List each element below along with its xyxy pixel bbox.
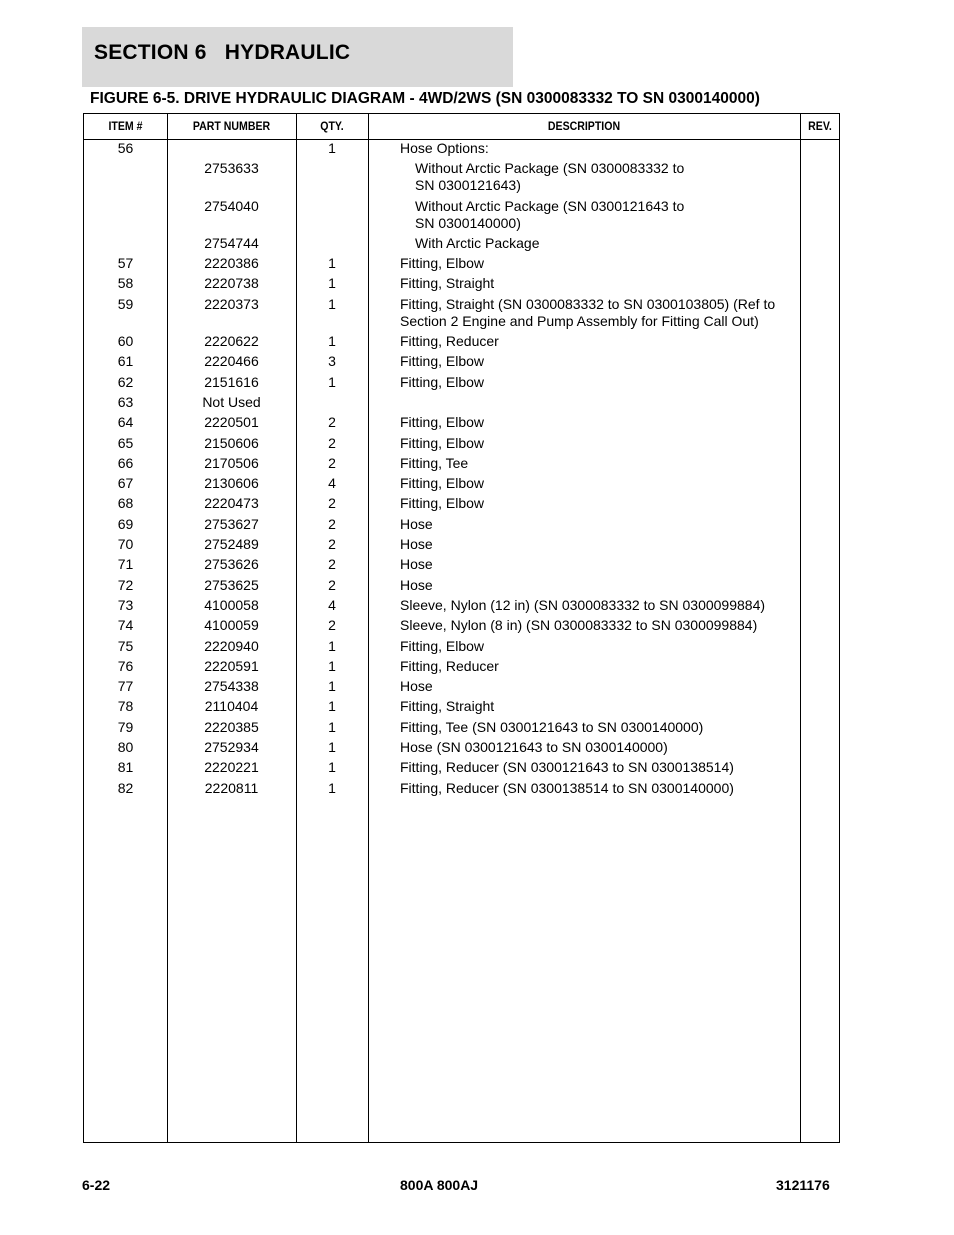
item-number: 74	[117, 617, 134, 634]
quantity: 2	[328, 434, 336, 451]
part-number: 2754744	[204, 234, 259, 251]
description: Fitting, Straight (SN 0300083332 to SN 0300103805) (Ref to Section 2 Engine and Pump Assembly for Fitting Call Out)	[400, 295, 776, 329]
part-number: 4100058	[204, 596, 259, 613]
item-number: 71	[117, 556, 134, 573]
table-row	[84, 435, 839, 455]
quantity: 1	[328, 739, 336, 756]
description: Sleeve, Nylon (12 in) (SN 0300083332 to SN 0300099884)	[400, 596, 766, 613]
quantity: 2	[328, 556, 336, 573]
table-row	[84, 678, 839, 698]
table-row	[84, 577, 839, 597]
quantity: 1	[328, 295, 336, 312]
description: Fitting, Reducer	[400, 657, 499, 674]
quantity: 2	[328, 515, 336, 532]
part-number: 2753633	[204, 160, 259, 177]
table-row	[84, 719, 839, 739]
description: Fitting, Reducer (SN 0300138514 to SN 0300140000)	[400, 779, 734, 796]
description: Fitting, Elbow	[400, 373, 485, 390]
item-number: 60	[117, 333, 134, 350]
part-number: 2110404	[204, 698, 259, 715]
quantity: 2	[328, 576, 336, 593]
parts-table	[83, 113, 840, 1143]
table-row	[84, 638, 839, 658]
item-number: 78	[117, 698, 134, 715]
part-number: 2220940	[204, 637, 259, 654]
description: Hose	[400, 678, 433, 695]
part-number: 2752934	[204, 739, 259, 756]
item-number: 82	[117, 779, 134, 796]
item-number: 72	[117, 576, 134, 593]
quantity: 2	[328, 414, 336, 431]
description: Fitting, Tee	[400, 454, 469, 471]
item-number: 66	[117, 454, 134, 471]
description: Fitting, Elbow	[400, 637, 485, 654]
item-number: 63	[117, 393, 134, 410]
description: Fitting, Reducer	[400, 333, 499, 350]
quantity: 1	[328, 657, 336, 674]
table-row	[84, 394, 839, 414]
quantity: 1	[328, 718, 336, 735]
table-row	[84, 739, 839, 759]
header-rev: REV.	[808, 119, 832, 133]
description: With Arctic Package	[415, 234, 540, 251]
table-body	[84, 140, 839, 800]
table-row	[84, 455, 839, 475]
description: Without Arctic Package (SN 0300121643 to SN 0300140000)	[415, 197, 685, 231]
description: Fitting, Elbow	[400, 475, 485, 492]
description: Hose	[400, 515, 433, 532]
part-number: 2220501	[204, 414, 259, 431]
description: Fitting, Elbow	[400, 434, 485, 451]
item-number: 80	[117, 739, 134, 756]
part-number: 2753625	[204, 576, 259, 593]
quantity: 1	[328, 333, 336, 350]
description: Fitting, Elbow	[400, 414, 485, 431]
section-title: SECTION 6 HYDRAULIC	[94, 41, 351, 64]
table-row	[84, 414, 839, 434]
part-number: 2752489	[204, 536, 259, 553]
description: Fitting, Elbow	[400, 255, 485, 272]
table-row	[84, 235, 839, 255]
table-row	[84, 475, 839, 495]
quantity: 1	[328, 678, 336, 695]
table-row	[84, 495, 839, 515]
item-number: 64	[117, 414, 134, 431]
description: Hose (SN 0300121643 to SN 0300140000)	[400, 739, 668, 756]
part-number: 2754338	[204, 678, 259, 695]
table-row	[84, 759, 839, 779]
table-row	[84, 516, 839, 536]
part-number: 2150606	[204, 434, 259, 451]
part-number: 2220466	[204, 353, 259, 370]
quantity: 1	[328, 779, 336, 796]
item-number: 68	[117, 495, 134, 512]
item-number: 81	[117, 759, 134, 776]
description: Fitting, Reducer (SN 0300121643 to SN 0300138514)	[400, 759, 734, 776]
part-number: 2220386	[204, 255, 259, 272]
quantity: 2	[328, 495, 336, 512]
item-number: 56	[117, 140, 134, 156]
header-qty: QTY.	[320, 119, 344, 133]
table-row	[84, 536, 839, 556]
description: Fitting, Elbow	[400, 495, 485, 512]
part-number: 2220591	[204, 657, 259, 674]
table-row	[84, 198, 839, 235]
part-number: Not Used	[202, 393, 261, 410]
header-item: ITEM #	[108, 119, 143, 133]
description: Hose	[400, 576, 433, 593]
quantity: 2	[328, 454, 336, 471]
part-number: 2753626	[204, 556, 259, 573]
item-number: 58	[117, 275, 134, 292]
figure-title: FIGURE 6-5. DRIVE HYDRAULIC DIAGRAM - 4WD/2WS (SN 0300083332 TO SN 0300140000)	[90, 90, 760, 107]
description: Fitting, Tee (SN 0300121643 to SN 0300140000)	[400, 718, 704, 735]
table-row	[84, 617, 839, 637]
description: Without Arctic Package (SN 0300083332 to SN 0300121643)	[415, 160, 685, 194]
item-number: 77	[117, 678, 134, 695]
part-number: 2220622	[204, 333, 259, 350]
item-number: 76	[117, 657, 134, 674]
quantity: 4	[328, 596, 336, 613]
table-row	[84, 374, 839, 394]
table-row	[84, 698, 839, 718]
description: Fitting, Straight	[400, 698, 495, 715]
table-row	[84, 275, 839, 295]
description: Fitting, Straight	[400, 275, 495, 292]
quantity: 1	[328, 275, 336, 292]
quantity: 4	[328, 475, 336, 492]
item-number: 70	[117, 536, 134, 553]
item-number: 79	[117, 718, 134, 735]
item-number: 61	[117, 353, 134, 370]
item-number: 75	[117, 637, 134, 654]
quantity: 3	[328, 353, 336, 370]
part-number: 2753627	[204, 515, 259, 532]
description: Hose	[400, 556, 433, 573]
part-number: 2170506	[204, 454, 259, 471]
table-row	[84, 160, 839, 197]
table-row	[84, 556, 839, 576]
table-row	[84, 255, 839, 275]
header-part-number: PART NUMBER	[192, 119, 271, 133]
part-number: 2220385	[204, 718, 259, 735]
quantity: 1	[328, 373, 336, 390]
item-number: 67	[117, 475, 134, 492]
quantity: 2	[328, 617, 336, 634]
table-row	[84, 353, 839, 373]
item-number: 59	[117, 295, 134, 312]
item-number: 65	[117, 434, 134, 451]
quantity: 1	[328, 759, 336, 776]
part-number: 2220473	[204, 495, 259, 512]
quantity: 2	[328, 536, 336, 553]
part-number: 2220811	[204, 779, 259, 796]
model-label: 800A 800AJ	[400, 1177, 479, 1193]
table-row	[84, 597, 839, 617]
quantity: 1	[328, 140, 336, 156]
table-row	[84, 140, 839, 160]
part-number: 4100059	[204, 617, 259, 634]
part-number: 2130606	[204, 475, 259, 492]
item-number: 73	[117, 596, 134, 613]
table-row	[84, 296, 839, 333]
item-number: 69	[117, 515, 134, 532]
header-description: DESCRIPTION	[547, 119, 621, 133]
part-number: 2151616	[204, 373, 259, 390]
table-row	[84, 658, 839, 678]
table-row	[84, 780, 839, 800]
description: Hose	[400, 536, 433, 553]
page-number: 6-22	[82, 1177, 111, 1193]
quantity: 1	[328, 698, 336, 715]
table-row	[84, 333, 839, 353]
document-number: 3121176	[776, 1177, 830, 1193]
description: Fitting, Elbow	[400, 353, 485, 370]
section-banner	[82, 27, 513, 87]
description: Hose Options:	[400, 140, 489, 156]
item-number: 57	[117, 255, 134, 272]
part-number: 2220738	[204, 275, 259, 292]
quantity: 1	[328, 255, 336, 272]
part-number: 2220373	[204, 295, 259, 312]
part-number: 2220221	[204, 759, 259, 776]
part-number: 2754040	[204, 197, 259, 214]
quantity: 1	[328, 637, 336, 654]
description: Sleeve, Nylon (8 in) (SN 0300083332 to SN 0300099884)	[400, 617, 758, 634]
item-number: 62	[117, 373, 134, 390]
